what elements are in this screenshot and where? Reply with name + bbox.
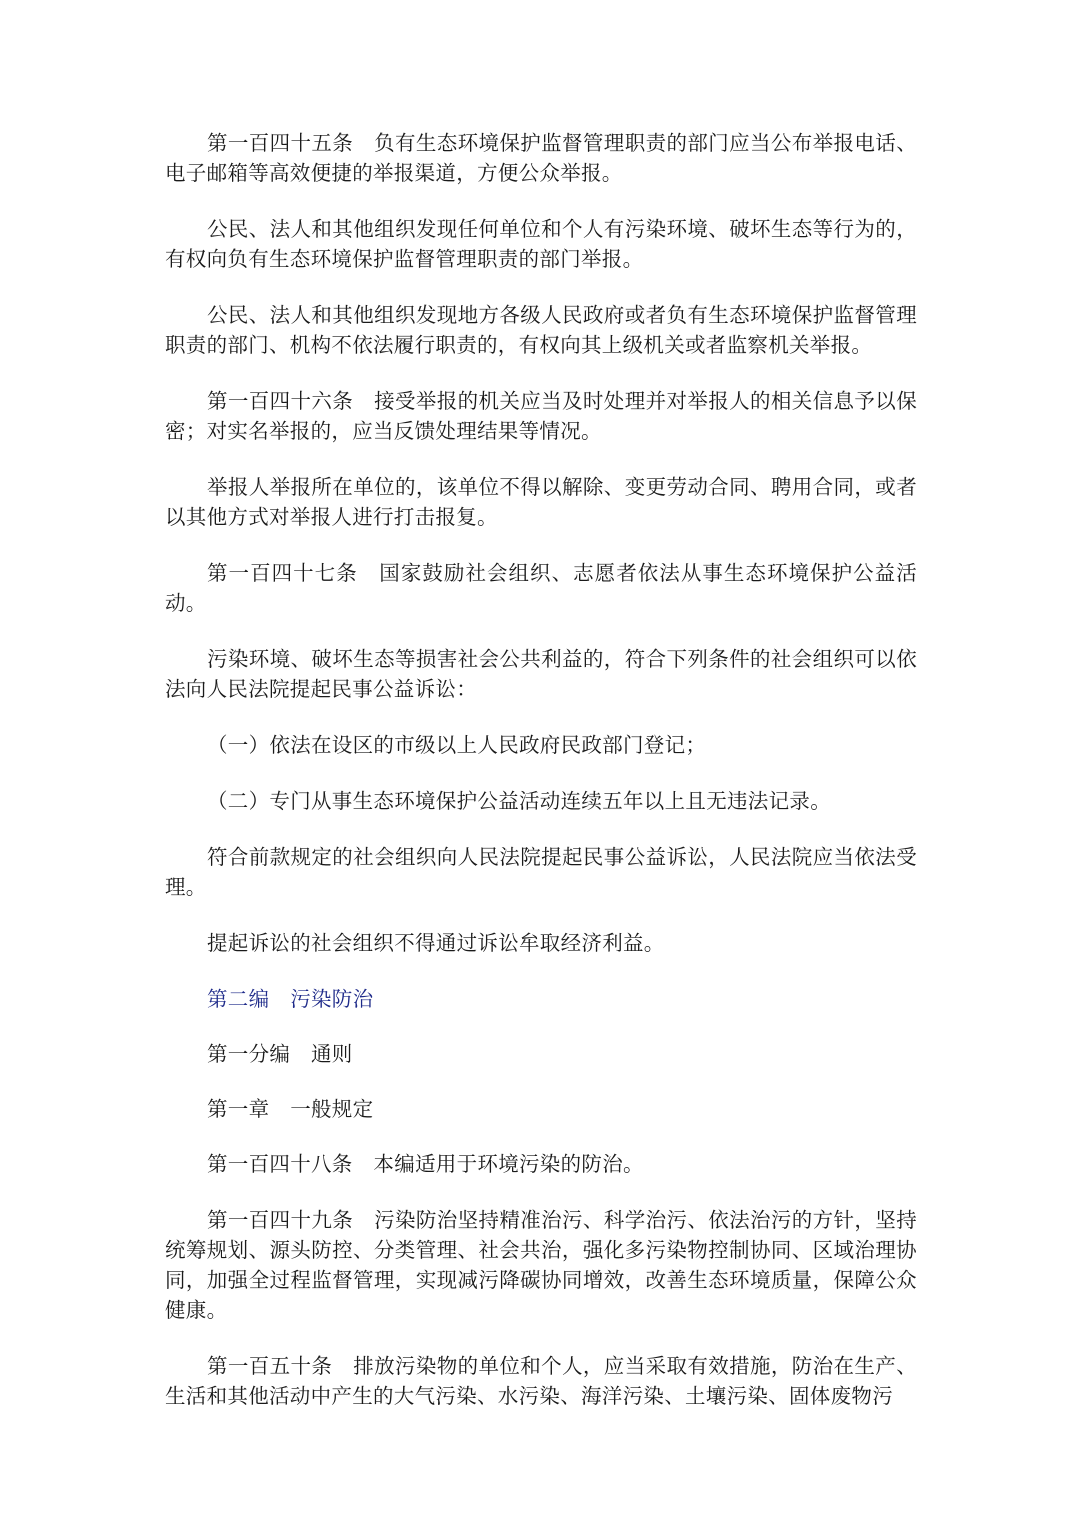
subpart-heading: 第一分编 通则 <box>207 1042 353 1066</box>
document-page <box>165 128 917 1437</box>
article-145-para: 第一百四十五条 负有生态环境保护监督管理职责的部门应当公布举报电话、电子邮箱等高效便捷的举报渠道，方便公众举报。 <box>165 131 917 185</box>
article-147-para: 第一百四十七条 国家鼓励社会组织、志愿者依法从事生态环境保护公益活动。 <box>165 561 917 615</box>
report-government-para: 公民、法人和其他组织发现地方各级人民政府或者负有生态环境保护监督管理职责的部门、机构不依法履行职责的，有权向其上级机关或者监察机关举报。 <box>165 303 917 357</box>
article-148-para: 第一百四十八条 本编适用于环境污染的防治。 <box>207 1152 644 1176</box>
condition-item-2: （二）专门从事生态环境保护公益活动连续五年以上且无违法记录。 <box>207 789 831 813</box>
report-right-para: 公民、法人和其他组织发现任何单位和个人有污染环境、破坏生态等行为的，有权向负有生态环境保护监督管理职责的部门举报。 <box>165 217 917 271</box>
court-acceptance-para: 符合前款规定的社会组织向人民法院提起民事公益诉讼，人民法院应当依法受理。 <box>165 845 917 899</box>
no-profit-para: 提起诉讼的社会组织不得通过诉讼牟取经济利益。 <box>207 931 665 955</box>
condition-item-1: （一）依法在设区的市级以上人民政府民政部门登记； <box>207 733 707 757</box>
article-146-para: 第一百四十六条 接受举报的机关应当及时处理并对举报人的相关信息予以保密；对实名举报的，应当反馈处理结果等情况。 <box>165 389 917 443</box>
public-interest-litigation-para: 污染环境、破坏生态等损害社会公共利益的，符合下列条件的社会组织可以依法向人民法院提起民事公益诉讼： <box>165 647 917 701</box>
anti-retaliation-para: 举报人举报所在单位的，该单位不得以解除、变更劳动合同、聘用合同，或者以其他方式对举报人进行打击报复。 <box>165 475 917 529</box>
article-149-para: 第一百四十九条 污染防治坚持精准治污、科学治污、依法治污的方针，坚持统筹规划、源头防控、分类管理、社会共治，强化多污染物控制协同、区域治理协同，加强全过程监督管理，实现减污降碳协同增效，改善生态环境质量，保障公众健康。 <box>165 1208 917 1322</box>
part-heading: 第二编 污染防治 <box>207 987 374 1011</box>
chapter-heading: 第一章 一般规定 <box>207 1097 374 1121</box>
article-150-para: 第一百五十条 排放污染物的单位和个人，应当采取有效措施，防治在生产、生活和其他活动中产生的大气污染、水污染、海洋污染、土壤污染、固体废物污 <box>165 1354 917 1408</box>
